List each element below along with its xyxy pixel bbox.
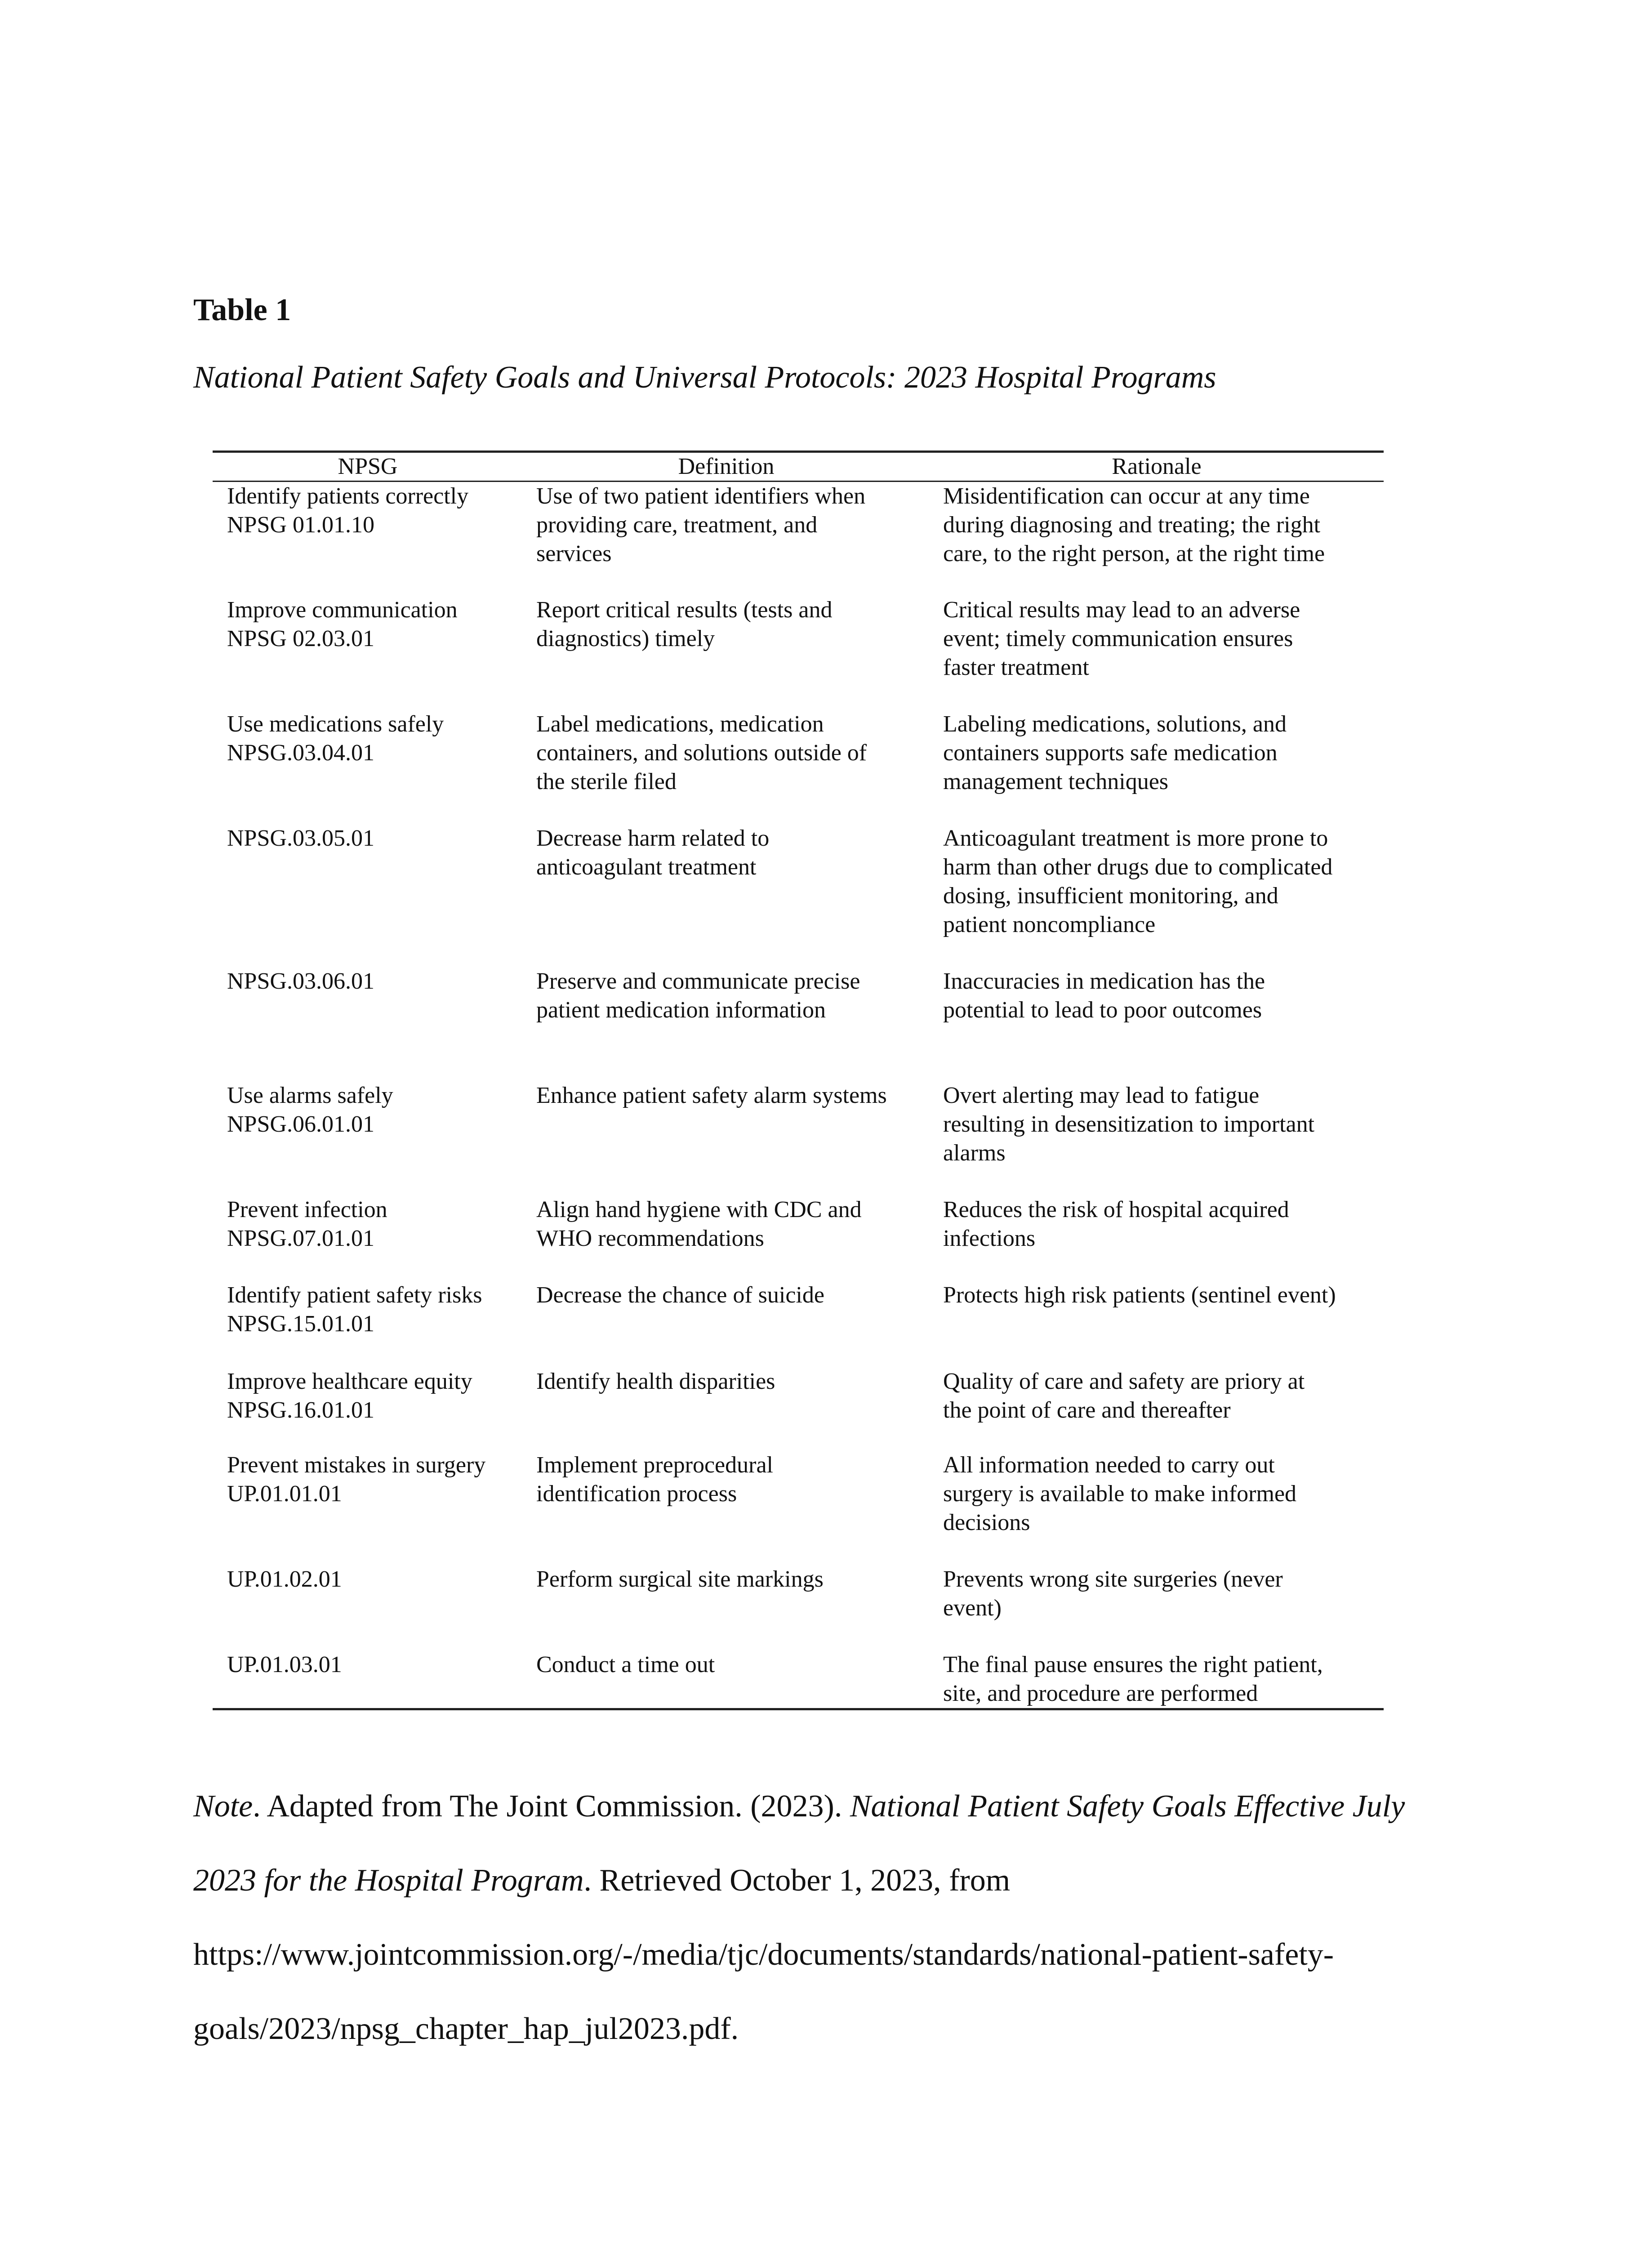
cell-npsg-line: NPSG.06.01.01 <box>227 1111 374 1137</box>
cell-rationale-line: The final pause ensures the right patient, <box>943 1651 1323 1677</box>
cell-rationale <box>930 596 1384 710</box>
cell-npsg <box>213 824 523 967</box>
cell-npsg <box>213 1451 523 1565</box>
table-row <box>213 596 1384 710</box>
npsg-table <box>213 450 1384 1710</box>
cell-npsg-line: Identify patient safety risks <box>227 1282 482 1308</box>
cell-definition <box>523 596 930 710</box>
table-row <box>213 1195 1384 1281</box>
cell-rationale-line: event) <box>943 1595 1002 1621</box>
cell-npsg-line: Improve healthcare equity <box>227 1368 472 1394</box>
table-row <box>213 1451 1384 1565</box>
cell-npsg-line: UP.01.01.01 <box>227 1481 342 1507</box>
table-row <box>213 1650 1384 1709</box>
cell-rationale-line: alarms <box>943 1140 1006 1166</box>
cell-rationale-line: Overt alerting may lead to fatigue <box>943 1082 1260 1108</box>
cell-npsg <box>213 482 523 596</box>
cell-rationale-line: the point of care and thereafter <box>943 1397 1231 1423</box>
cell-npsg <box>213 596 523 710</box>
cell-npsg <box>213 1650 523 1709</box>
cell-rationale-line: faster treatment <box>943 654 1089 680</box>
cell-rationale <box>930 1367 1384 1451</box>
cell-definition-line: Identify health disparities <box>536 1368 775 1394</box>
table-row <box>213 1565 1384 1650</box>
cell-npsg-line: NPSG 02.03.01 <box>227 625 374 651</box>
note-url-a: https://www.jointcommission.org/-/media/tjc/documents/standards/national-patient-safety- <box>193 1937 1334 1972</box>
cell-definition <box>523 1451 930 1565</box>
table-header-row <box>213 452 1384 482</box>
cell-rationale <box>930 1281 1384 1367</box>
cell-definition-line: Preserve and communicate precise <box>536 968 860 994</box>
cell-definition-line: Report critical results (tests and <box>536 597 833 623</box>
cell-definition-line: anticoagulant treatment <box>536 854 757 880</box>
cell-rationale <box>930 1650 1384 1709</box>
note-label: Note <box>193 1789 253 1824</box>
table-row <box>213 482 1384 596</box>
cell-rationale-line: resulting in desensitization to important <box>943 1111 1315 1137</box>
cell-definition-line: Decrease harm related to <box>536 825 770 851</box>
cell-npsg-line: Improve communication <box>227 597 458 623</box>
cell-npsg <box>213 1081 523 1195</box>
cell-rationale-line: All information needed to carry out <box>943 1452 1275 1478</box>
cell-rationale <box>930 967 1384 1081</box>
cell-rationale-line: Reduces the risk of hospital acquired <box>943 1196 1289 1222</box>
note-text-1: . Adapted from The Joint Commission. (2023). <box>253 1789 850 1824</box>
cell-rationale <box>930 710 1384 824</box>
table-number: Table 1 <box>193 293 291 327</box>
cell-npsg <box>213 967 523 1081</box>
cell-rationale-line: surgery is available to make informed <box>943 1481 1297 1507</box>
cell-definition <box>523 1195 930 1281</box>
note-source-title-a: National Patient Safety Goals Effective July <box>850 1789 1405 1824</box>
note-url-b: goals/2023/npsg_chapter_hap_jul2023.pdf. <box>193 2012 739 2046</box>
cell-definition-line: containers, and solutions outside of <box>536 740 867 766</box>
cell-rationale-line: event; timely communication ensures <box>943 625 1293 651</box>
cell-npsg-line: Identify patients correctly <box>227 483 469 509</box>
note-text-2: . Retrieved October 1, 2023, from <box>583 1863 1011 1898</box>
cell-definition <box>523 1081 930 1195</box>
header-definition: Definition <box>523 452 930 482</box>
cell-rationale-line: care, to the right person, at the right time <box>943 541 1325 566</box>
cell-definition <box>523 967 930 1081</box>
cell-rationale-line: infections <box>943 1225 1036 1251</box>
cell-definition-line: Conduct a time out <box>536 1651 715 1677</box>
cell-rationale-line: management techniques <box>943 768 1169 794</box>
cell-rationale-line: potential to lead to poor outcomes <box>943 997 1262 1023</box>
cell-npsg-line: NPSG.03.05.01 <box>227 825 374 851</box>
cell-rationale-line: patient noncompliance <box>943 911 1156 937</box>
cell-definition <box>523 1650 930 1709</box>
table-row <box>213 1281 1384 1367</box>
table-row <box>213 1081 1384 1195</box>
cell-rationale-line: Protects high risk patients (sentinel event) <box>943 1282 1336 1308</box>
cell-npsg-line: NPSG.03.06.01 <box>227 968 374 994</box>
cell-definition-line: providing care, treatment, and <box>536 512 818 538</box>
cell-npsg <box>213 1195 523 1281</box>
cell-rationale <box>930 1451 1384 1565</box>
cell-rationale-line: harm than other drugs due to complicated <box>943 854 1333 880</box>
cell-definition <box>523 710 930 824</box>
cell-rationale-line: dosing, insufficient monitoring, and <box>943 883 1278 909</box>
cell-npsg-line: Prevent mistakes in surgery <box>227 1452 486 1478</box>
cell-definition-line: the sterile filed <box>536 768 677 794</box>
cell-npsg-line: UP.01.03.01 <box>227 1651 342 1677</box>
cell-definition-line: WHO recommendations <box>536 1225 764 1251</box>
note-source-title-b: 2023 for the Hospital Program <box>193 1863 584 1898</box>
cell-definition-line: diagnostics) timely <box>536 625 715 651</box>
cell-npsg <box>213 1367 523 1451</box>
cell-rationale <box>930 824 1384 967</box>
cell-npsg-line: NPSG.07.01.01 <box>227 1225 374 1251</box>
cell-npsg-line: NPSG.15.01.01 <box>227 1311 374 1337</box>
cell-rationale-line: Anticoagulant treatment is more prone to <box>943 825 1328 851</box>
cell-npsg-line: Use alarms safely <box>227 1082 393 1108</box>
cell-rationale-line: Inaccuracies in medication has the <box>943 968 1265 994</box>
table-row <box>213 710 1384 824</box>
cell-definition <box>523 1281 930 1367</box>
cell-rationale-line: decisions <box>943 1509 1030 1535</box>
table-body <box>213 482 1384 1709</box>
cell-definition <box>523 1565 930 1650</box>
cell-rationale <box>930 1565 1384 1650</box>
cell-npsg-line: UP.01.02.01 <box>227 1566 342 1592</box>
cell-npsg-line: Use medications safely <box>227 711 444 737</box>
cell-npsg <box>213 1281 523 1367</box>
cell-rationale-line: site, and procedure are performed <box>943 1680 1258 1706</box>
cell-rationale-line: Labeling medications, solutions, and <box>943 711 1287 737</box>
cell-rationale-line: Critical results may lead to an adverse <box>943 597 1300 623</box>
table-title: National Patient Safety Goals and Universal Protocols: 2023 Hospital Programs <box>193 360 1216 395</box>
cell-npsg <box>213 710 523 824</box>
cell-definition-line: Perform surgical site markings <box>536 1566 824 1592</box>
cell-definition-line: identification process <box>536 1481 737 1507</box>
cell-definition <box>523 824 930 967</box>
cell-rationale-line: Misidentification can occur at any time <box>943 483 1310 509</box>
header-npsg: NPSG <box>213 452 523 482</box>
cell-npsg-line: NPSG 01.01.10 <box>227 512 374 538</box>
cell-rationale <box>930 1195 1384 1281</box>
cell-rationale-line: Prevents wrong site surgeries (never <box>943 1566 1283 1592</box>
cell-definition <box>523 482 930 596</box>
cell-npsg-line: NPSG.03.04.01 <box>227 740 374 766</box>
cell-definition-line: Decrease the chance of suicide <box>536 1282 824 1308</box>
header-rationale: Rationale <box>930 452 1384 482</box>
cell-rationale <box>930 1081 1384 1195</box>
cell-rationale-line: containers supports safe medication <box>943 740 1278 766</box>
cell-rationale-line: during diagnosing and treating; the right <box>943 512 1321 538</box>
cell-definition <box>523 1367 930 1451</box>
cell-definition-line: Label medications, medication <box>536 711 824 737</box>
table-row <box>213 1367 1384 1451</box>
cell-definition-line: Enhance patient safety alarm systems <box>536 1082 887 1108</box>
cell-rationale-line: Quality of care and safety are priory at <box>943 1368 1305 1394</box>
table-row <box>213 967 1384 1081</box>
cell-rationale <box>930 482 1384 596</box>
table-row <box>213 824 1384 967</box>
note-line-1 <box>193 1769 1542 1843</box>
cell-definition-line: patient medication information <box>536 997 826 1023</box>
cell-definition-line: Align hand hygiene with CDC and <box>536 1196 862 1222</box>
note-line-2 <box>193 1843 1542 1918</box>
cell-npsg-line: Prevent infection <box>227 1196 387 1222</box>
cell-definition-line: services <box>536 541 612 566</box>
table-note <box>193 1769 1542 2066</box>
cell-npsg-line: NPSG.16.01.01 <box>227 1397 374 1423</box>
cell-npsg <box>213 1565 523 1650</box>
cell-definition-line: Implement preprocedural <box>536 1452 773 1478</box>
cell-definition-line: Use of two patient identifiers when <box>536 483 866 509</box>
